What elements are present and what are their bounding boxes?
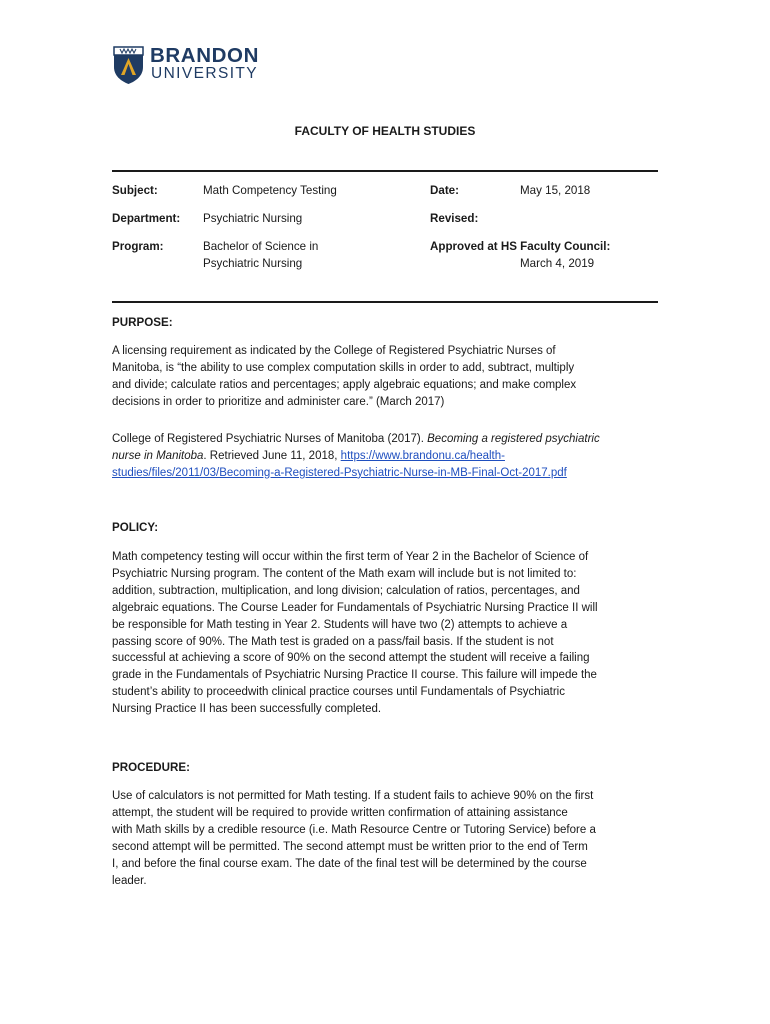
subject-value: Math Competency Testing [203,184,337,197]
program-label: Program: [112,240,164,253]
approved-label: Approved at HS Faculty Council: [430,240,611,253]
procedure-line: I, and before the final course exam. The date of the final test will be determined by the course [112,857,587,870]
page-title: FACULTY OF HEALTH STUDIES [294,124,476,138]
citation-link-part-b[interactable]: studies/files/2011/03/Becoming-a-Registered-Psychiatric-Nurse-in-MB-Final-Oct-2017.pdf [112,466,567,479]
procedure-line: Use of calculators is not permitted for Math testing. If a student fails to achieve 90% on the first [112,790,594,802]
citation-paragraph [112,431,657,482]
citation-title-b: nurse in Manitoba [112,449,204,462]
top-divider [112,170,658,172]
bottom-divider [112,301,658,303]
policy-line: Psychiatric Nursing program. The content of the Math exam will include but is not limited to: [112,567,577,580]
procedure-line: second attempt will be permitted. The second attempt must be written prior to the end of Term [112,840,588,853]
program-value-line2: Psychiatric Nursing [203,257,303,270]
department-value: Psychiatric Nursing [203,212,303,225]
date-label: Date: [430,184,459,197]
purpose-paragraph [112,343,657,411]
citation-link-part-a[interactable]: https://www.brandonu.ca/health- [340,449,505,462]
policy-line: successful at achieving a score of 90% on the second attempt the student will receive a failing [112,652,590,665]
citation-title-a: Becoming a registered psychiatric [427,433,600,445]
policy-line: student’s ability to proceedwith clinical practice courses until Fundamentals of Psychiatric [112,686,565,699]
department-label: Department: [112,212,181,225]
procedure-heading: PROCEDURE: [112,761,190,774]
procedure-line: with Math skills by a credible resource (i.e. Math Resource Centre or Tutoring Service) before a [112,823,596,836]
procedure-paragraph [112,788,657,889]
policy-line: be responsible for Math testing in Year 2. Students will have two (2) attempts to achieve a [112,618,568,631]
purpose-line: A licensing requirement as indicated by the College of Registered Psychiatric Nurses of [112,345,556,357]
logo-wordmark-brandon: BRANDON [150,44,259,67]
citation-prefix: College of Registered Psychiatric Nurses of Manitoba (2017). [112,433,428,445]
policy-line: passing score of 90%. The Math test is graded on a pass/fail basis. If the student is not [112,635,554,648]
brandon-university-crest-icon [112,45,145,85]
purpose-line: Manitoba, is “the ability to use complex computation skills in order to add, subtract, multiply [112,361,575,374]
policy-line: addition, subtraction, multiplication, and long division; calculation of ratios, percentages, and [112,584,580,597]
citation-line-1 [112,431,657,448]
program-value-line1: Bachelor of Science in [203,240,319,253]
purpose-line: decisions in order to prioritize and administer care.” (March 2017) [112,395,445,408]
procedure-line: attempt, the student will be required to provide written confirmation of attaining assistance [112,806,568,819]
purpose-line: and divide; calculate ratios and percentages; apply algebraic equations; and make complex [112,378,577,391]
policy-line: algebraic equations. The Course Leader for Fundamentals of Psychiatric Nursing Practice II will [112,601,598,614]
purpose-heading: PURPOSE: [112,316,173,329]
policy-heading: POLICY: [112,521,159,534]
citation-retrieved: . Retrieved June 11, 2018, [203,449,341,462]
date-value: May 15, 2018 [520,184,591,197]
policy-line: grade in the Fundamentals of Psychiatric Nursing Practice II course. This failure will impede the [112,669,597,682]
policy-paragraph [112,549,657,718]
citation-line-2 [112,448,657,465]
logo-wordmark-university: UNIVERSITY [151,65,259,82]
approved-value: March 4, 2019 [520,257,595,270]
procedure-line: leader. [112,874,147,887]
policy-line: Math competency testing will occur within the first term of Year 2 in the Bachelor of Science of [112,551,589,563]
revised-label: Revised: [430,212,479,225]
subject-label: Subject: [112,184,158,197]
citation-line-3 [112,465,657,482]
policy-line: Nursing Practice II has been successfully completed. [112,703,382,716]
